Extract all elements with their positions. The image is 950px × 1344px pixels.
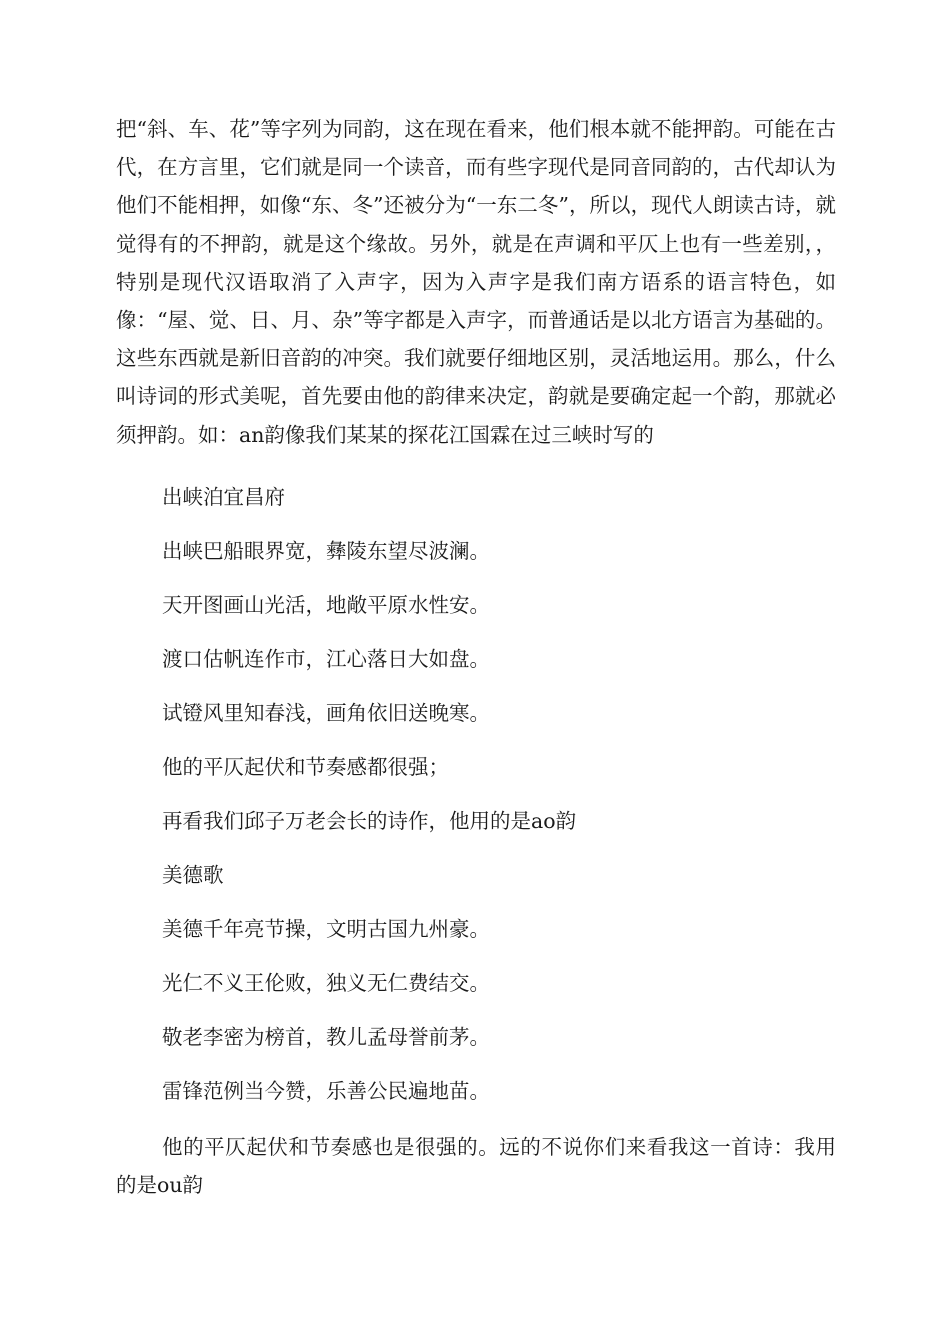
poem-2-title: 美德歌: [162, 862, 224, 887]
intro-paragraph: 把“斜、车、花”等字列为同韵，这在现在看来，他们根本就不能押韵。可能在古代，在方言里，它们就是同一个读音，而有些字现代是同音同韵的，古代却认为他们不能相押，如像“东、冬”还被分为“一东二冬”，所以，现代人朗读古诗，就觉得有的不押韵，就是这个缘故。另外，就是在声调和平仄上也有一些差别，，特别是现代汉语取消了入声字，因为入声字是我们南方语系的语言特色，如像：“屋、觉、日、月、杂”等字都是入声字，而普通话是以北方语言为基础的。这些东西就是新旧音韵的冲突。我们就要仔细地区别，灵活地运用。那么，什么叫诗词的形式美呢，首先要由他的韵律来决定，韵就是要确定起一个韵，那就必须押韵。如：an韵像我们某某的探花江国霖在过三峡时写的: [116, 117, 836, 447]
poem-2-line: 光仁不义王伦败，独义无仁费结交。: [162, 970, 490, 995]
poem-1-line: 渡口估帆连作市，江心落日大如盘。: [162, 646, 490, 671]
poem-2-line: 雷锋范例当今赞，乐善公民遍地苗。: [162, 1078, 490, 1103]
poem-2-line: 美德千年亮节操，文明古国九州豪。: [162, 916, 490, 941]
poem-1-line: 出峡巴船眼界宽，彝陵东望尽波澜。: [162, 538, 490, 563]
document-body: [116, 110, 836, 1204]
poem-1-title: 出峡泊宜昌府: [162, 484, 285, 509]
poem-1-line: 试镫风里知春浅，画角依旧送晚寒。: [162, 700, 490, 725]
poem-2: [116, 848, 836, 1118]
poem-1-line: 天开图画山光活，地敞平原水性安。: [162, 592, 490, 617]
poem-2-line: 敬老李密为榜首，教儿孟母誉前茅。: [162, 1024, 490, 1049]
closing-paragraph: 他的平仄起伏和节奏感也是很强的。远的不说你们来看我这一首诗：我用的是ou韵: [116, 1134, 836, 1197]
poem-1: [116, 470, 836, 740]
poem-1-comment: 他的平仄起伏和节奏感都很强；: [162, 754, 449, 779]
transition-text: 再看我们邱子万老会长的诗作，他用的是ao韵: [162, 808, 577, 833]
